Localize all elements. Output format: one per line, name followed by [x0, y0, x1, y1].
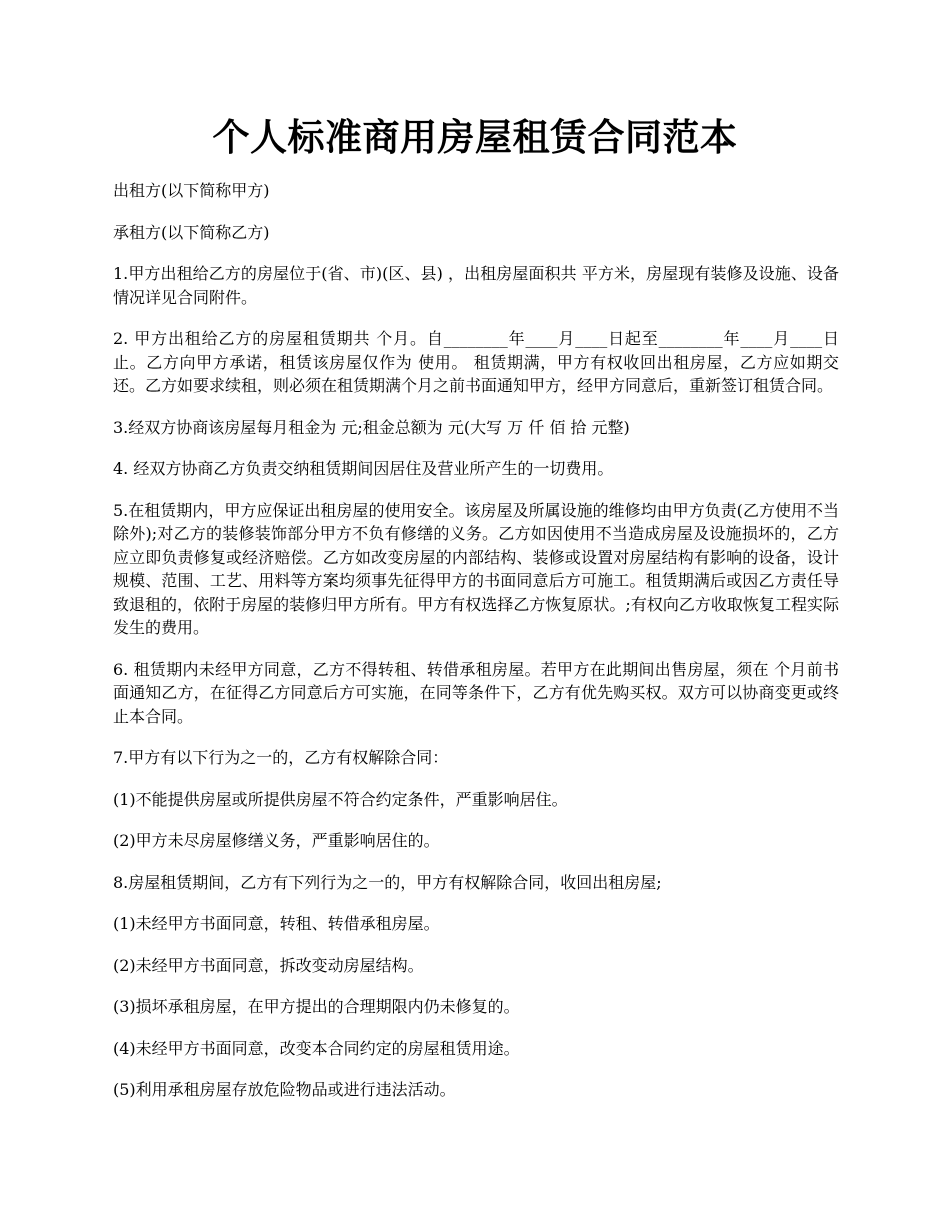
clause-8-item-1: (1)未经甲方书面同意，转租、转借承租房屋。	[113, 914, 440, 933]
clause-7-item-2: (2)甲方未尽房屋修缮义务，严重影响居住的。	[113, 831, 440, 850]
clause-4: 4. 经双方协商乙方负责交纳租赁期间因居住及营业所产生的一切费用。	[113, 459, 614, 478]
clause-6: 6. 租赁期内未经甲方同意，乙方不得转租、转借承租房屋。若甲方在此期间出售房屋，须在 个月前书面通知乙方，在征得乙方同意后方可实施，在同等条件下，乙方有优先购买权。双方可以协商变更或终止本合同。	[113, 659, 839, 726]
clause-8: 8.房屋租赁期间，乙方有下列行为之一的，甲方有权解除合同，收回出租房屋;	[113, 872, 662, 892]
clause-7: 7.甲方有以下行为之一的，乙方有权解除合同：	[113, 748, 449, 767]
clause-5: 5.在租赁期内，甲方应保证出租房屋的使用安全。该房屋及所属设施的维修均由甲方负责(乙方使用不当除外);对乙方的装修装饰部分甲方不负有修缮的义务。乙方如因使用不当造成房屋及设施损坏的，乙方应立即负责修复或经济赔偿。乙方如改变房屋的内部结构、装修或设置对房屋结构有影响的设备，设计规模、范围、工艺、用料等方案均须事先征得甲方的书面同意后方可施工。租赁期满后或因乙方责任导致退租的，依附于房屋的装修归甲方所有。甲方有权选择乙方恢复原状。;有权向乙方收取恢复工程实际发生的费用。	[113, 500, 839, 637]
clause-8-item-2: (2)未经甲方书面同意，拆改变动房屋结构。	[113, 955, 424, 975]
party-lessor-line: 出租方(以下简称甲方)	[113, 181, 270, 200]
clause-2: 2. 甲方出租给乙方的房屋租赁期共 个月。自________年____月____日起至________年____月____日止。乙方向甲方承诺，租赁该房屋仅作为 使用。 租赁期满，甲方有权收回出租房屋，乙方应如期交还。乙方如要求续租，则必须在租赁期满个月之前书面通知甲方，经甲方同意后，重新签订租赁合同。	[113, 329, 839, 395]
clause-8-item-5: (5)利用承租房屋存放危险物品或进行违法活动。	[113, 1080, 456, 1099]
clause-1: 1.甲方出租给乙方的房屋位于(省、市)(区、县) ，出租房屋面积共 平方米，房屋现有装修及设施、设备情况详见合同附件。	[113, 264, 839, 307]
document-title: 个人标准商用房屋租赁合同范本	[212, 115, 738, 159]
document-body	[113, 179, 839, 1120]
clause-3: 3.经双方协商该房屋每月租金为 元;租金总额为 元(大写 万 仟 佰 拾 元整)	[113, 417, 630, 437]
clause-8-item-4: (4)未经甲方书面同意，改变本合同约定的房屋租赁用途。	[113, 1038, 520, 1058]
clause-7-item-1: (1)不能提供房屋或所提供房屋不符合约定条件，严重影响居住。	[113, 789, 568, 809]
party-lessee-line: 承租方(以下简称乙方)	[113, 222, 270, 242]
clause-8-item-3: (3)损坏承租房屋，在甲方提出的合理期限内仍未修复的。	[113, 997, 520, 1016]
